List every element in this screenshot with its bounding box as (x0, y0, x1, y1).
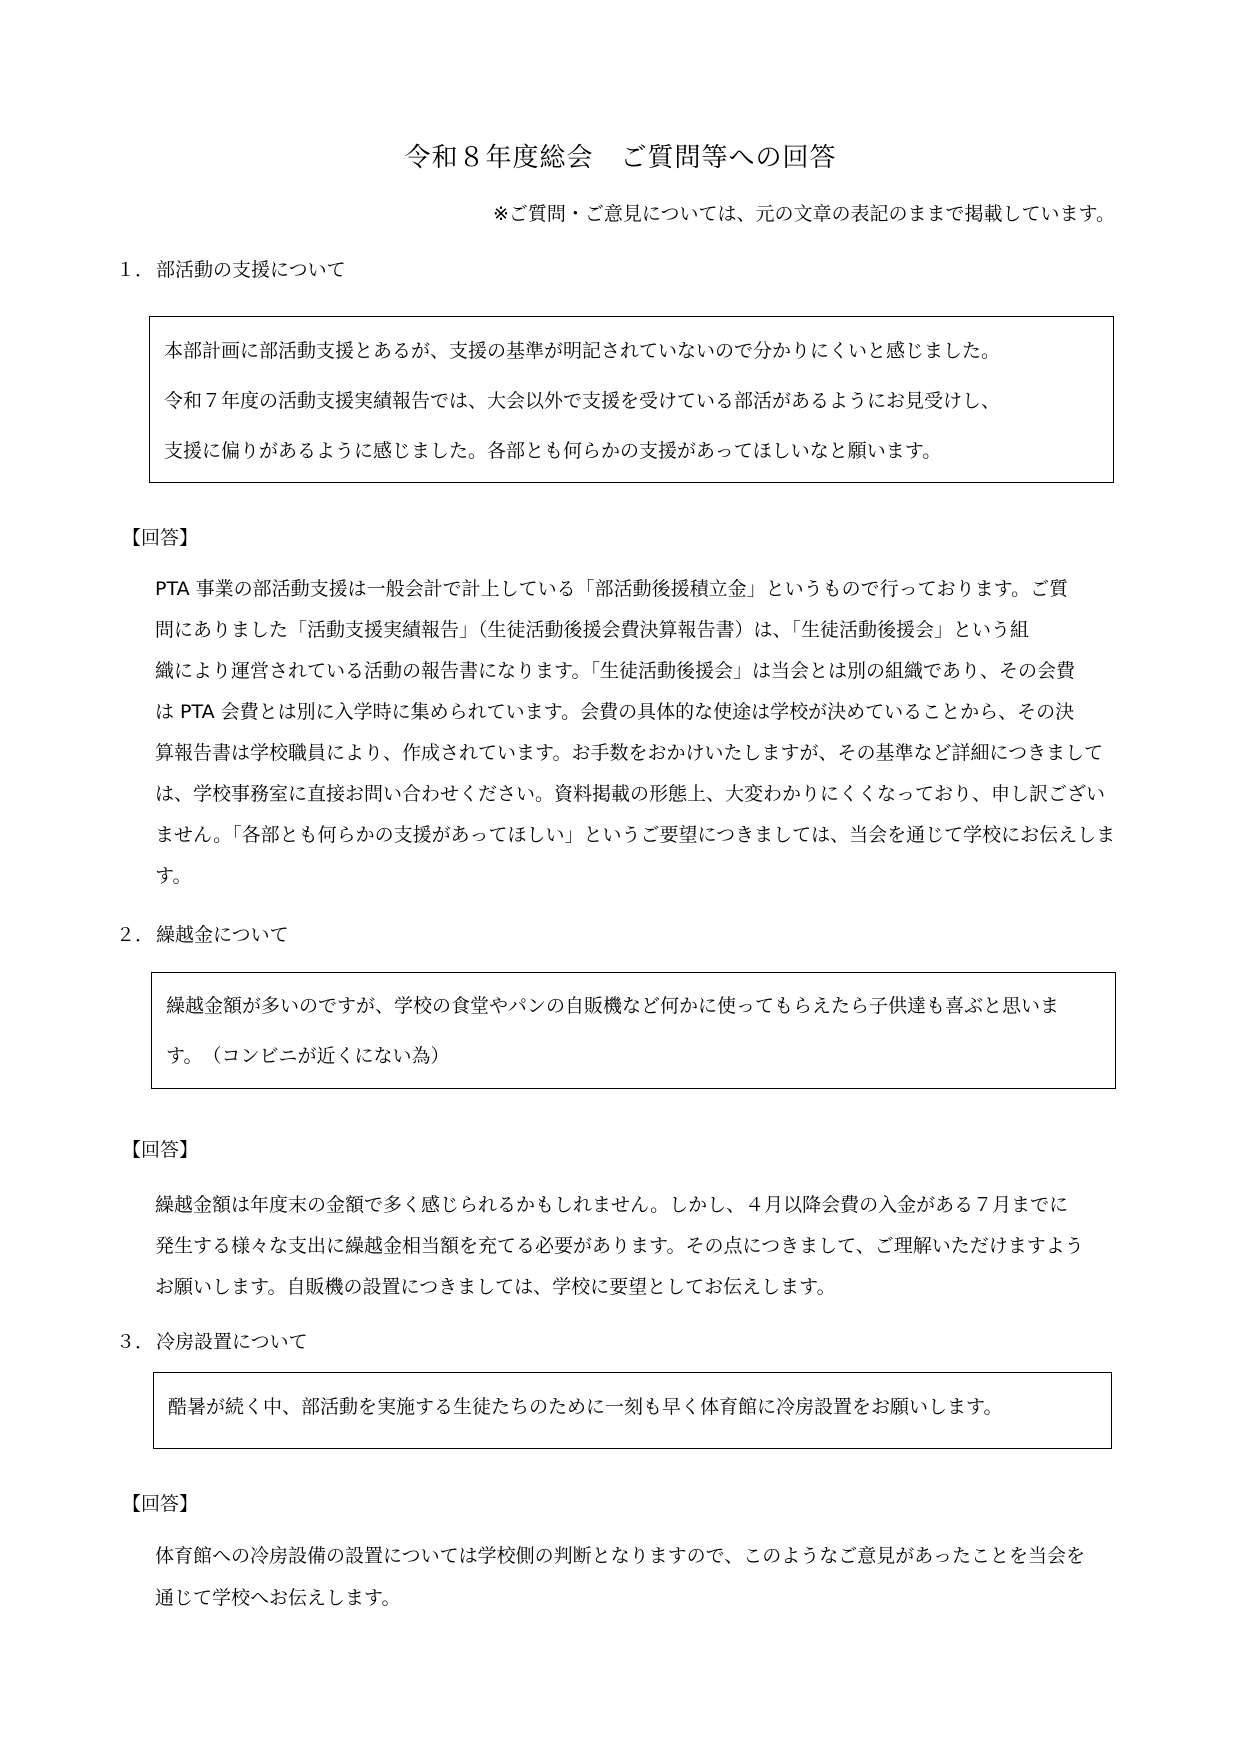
answer-line: 通じて学校へお伝えします。 (155, 1587, 401, 1609)
question-line: 酷暑が続く中、部活動を実施する生徒たちのために一刻も早く体育館に冷房設置をお願いします。 (168, 1396, 1003, 1418)
section-heading-3 (116, 1328, 308, 1356)
section-heading-1 (116, 256, 346, 284)
answer-body-2 (155, 1185, 1115, 1308)
question-line: す。 （コンビニが近くにない為） (166, 1045, 450, 1067)
answer-body-1 (155, 569, 1115, 897)
section-title: 部活動の支援について (156, 259, 346, 281)
answer-line: す。 (155, 865, 192, 887)
answer-line: は PTA 会費とは別に入学時に集められています。会費の具体的な使途は学校が決めていることから、その決 (155, 701, 1075, 723)
answer-body-3 (155, 1535, 1115, 1619)
answer-line: 繰越金額は年度末の金額で多く感じられるかもしれません。しかし、４月以降会費の入金がある７月までに (155, 1194, 1069, 1216)
answer-line: お願いします。自販機の設置につきましては、学校に要望としてお伝えします。 (155, 1276, 836, 1298)
section-heading-2 (116, 921, 289, 949)
question-line: 令和７年度の活動支援実績報告では、大会以外で支援を受けている部活があるようにお見受けし、 (164, 390, 1001, 412)
question-box-2 (151, 972, 1116, 1089)
section-number: １． (116, 259, 155, 281)
answer-line: 体育館への冷房設備の設置については学校側の判断となりますので、このようなご意見があったことを当会を (155, 1545, 1086, 1567)
page-title: 令和８年度総会 ご質問等への回答 (404, 143, 837, 173)
answer-line: は、学校事務室に直接お問い合わせください。資料掲載の形態上、大変わかりにくくなっており、申し訳ござい (155, 783, 1106, 805)
answer-line: 発生する様々な支出に繰越金相当額を充てる必要があります。その点につきまして、ご理解いただけますよう (155, 1235, 1084, 1257)
answer-line: ません。「各部とも何らかの支援があってほしい」というご要望につきましては、当会を通じて学校にお伝えしま (155, 824, 1116, 846)
section-number: ２． (116, 924, 155, 946)
answer-label: 【回答】 (122, 527, 199, 549)
answer-label: 【回答】 (122, 1139, 199, 1161)
section-title: 冷房設置について (156, 1331, 308, 1353)
answer-label: 【回答】 (122, 1493, 199, 1515)
section-number: ３． (116, 1331, 155, 1353)
editorial-note: ※ご質問・ご意見については、元の文章の表記のままで掲載しています。 (492, 203, 1115, 225)
question-box-3 (153, 1372, 1112, 1449)
section-title: 繰越金について (156, 924, 289, 946)
question-box-1 (149, 316, 1114, 483)
question-line: 本部計画に部活動支援とあるが、支援の基準が明記されていないので分かりにくいと感じました。 (164, 340, 1001, 362)
answer-line: 算報告書は学校職員により、作成されています。お手数をおかけいたしますが、その基準など詳細につきまして (155, 742, 1104, 764)
question-line: 繰越金額が多いのですが、学校の食堂やパンの自販機など何かに使ってもらえたら子供達も喜ぶと思いま (166, 995, 1060, 1017)
question-line: 支援に偏りがあるように感じました。各部とも何らかの支援があってほしいなと願います。 (164, 440, 942, 462)
answer-line: 問にありました「活動支援実績報告」（生徒活動後援会費決算報告書）は、「生徒活動後援会」という組 (155, 619, 1030, 641)
answer-line: 織により運営されている活動の報告書になります。「生徒活動後援会」は当会とは別の組織であり、その会費 (155, 660, 1075, 682)
answer-line: PTA 事業の部活動支援は一般会計で計上している「部活動後援積立金」というもので行っております。ご質 (155, 578, 1069, 600)
